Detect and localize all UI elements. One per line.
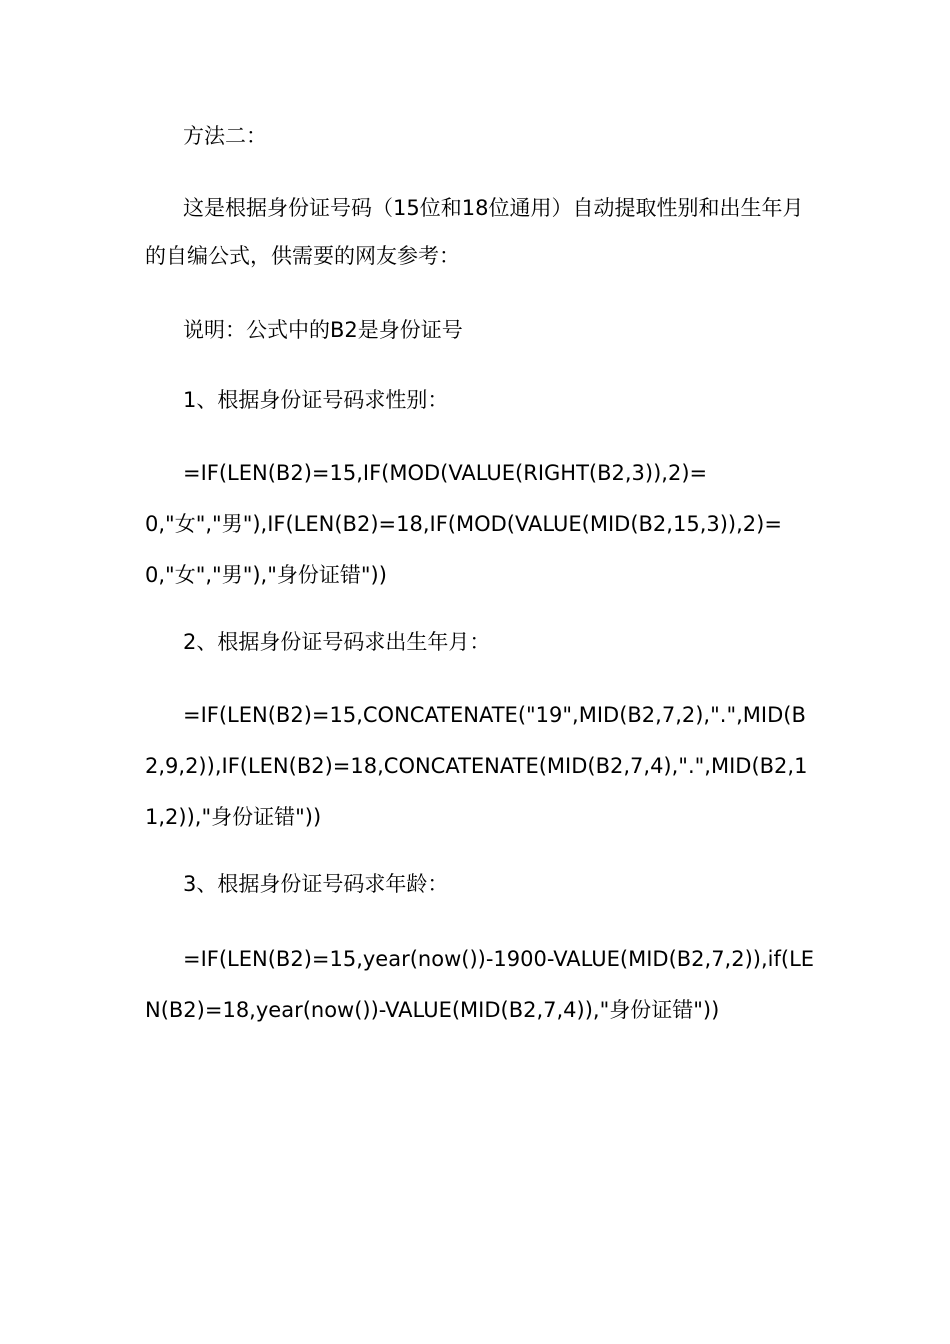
item-title-gender: 1、根据身份证号码求性别： bbox=[183, 388, 449, 412]
formula-birth: =IF(LEN(B2)=15,CONCATENATE("19",MID(B2,7,2),".",MID(B2,9,2)),IF(LEN(B2)=18,CONCATENATE(MID(B2,7,4),".",MID(B2,11,2)),"身份证错")) bbox=[145, 703, 808, 829]
intro-paragraph: 这是根据身份证号码（15位和18位通用）自动提取性别和出生年月的自编公式，供需要的网友参考： bbox=[145, 196, 804, 268]
item-title-birth: 2、根据身份证号码求出生年月： bbox=[183, 630, 491, 654]
item-title-age: 3、根据身份证号码求年龄： bbox=[183, 872, 449, 896]
formula-gender: =IF(LEN(B2)=15,IF(MOD(VALUE(RIGHT(B2,3)),2)=0,"女","男"),IF(LEN(B2)=18,IF(MOD(VALUE(MID(B2,15,3)),2)=0,"女","男"),"身份证错")) bbox=[145, 461, 782, 587]
section-heading: 方法二： bbox=[183, 124, 267, 148]
formula-age: =IF(LEN(B2)=15,year(now())-1900-VALUE(MID(B2,7,2)),if(LEN(B2)=18,year(now())-VALUE(MID(B2,7,4)),"身份证错")) bbox=[145, 947, 815, 1022]
note-paragraph: 说明：公式中的B2是身份证号 bbox=[183, 318, 463, 342]
